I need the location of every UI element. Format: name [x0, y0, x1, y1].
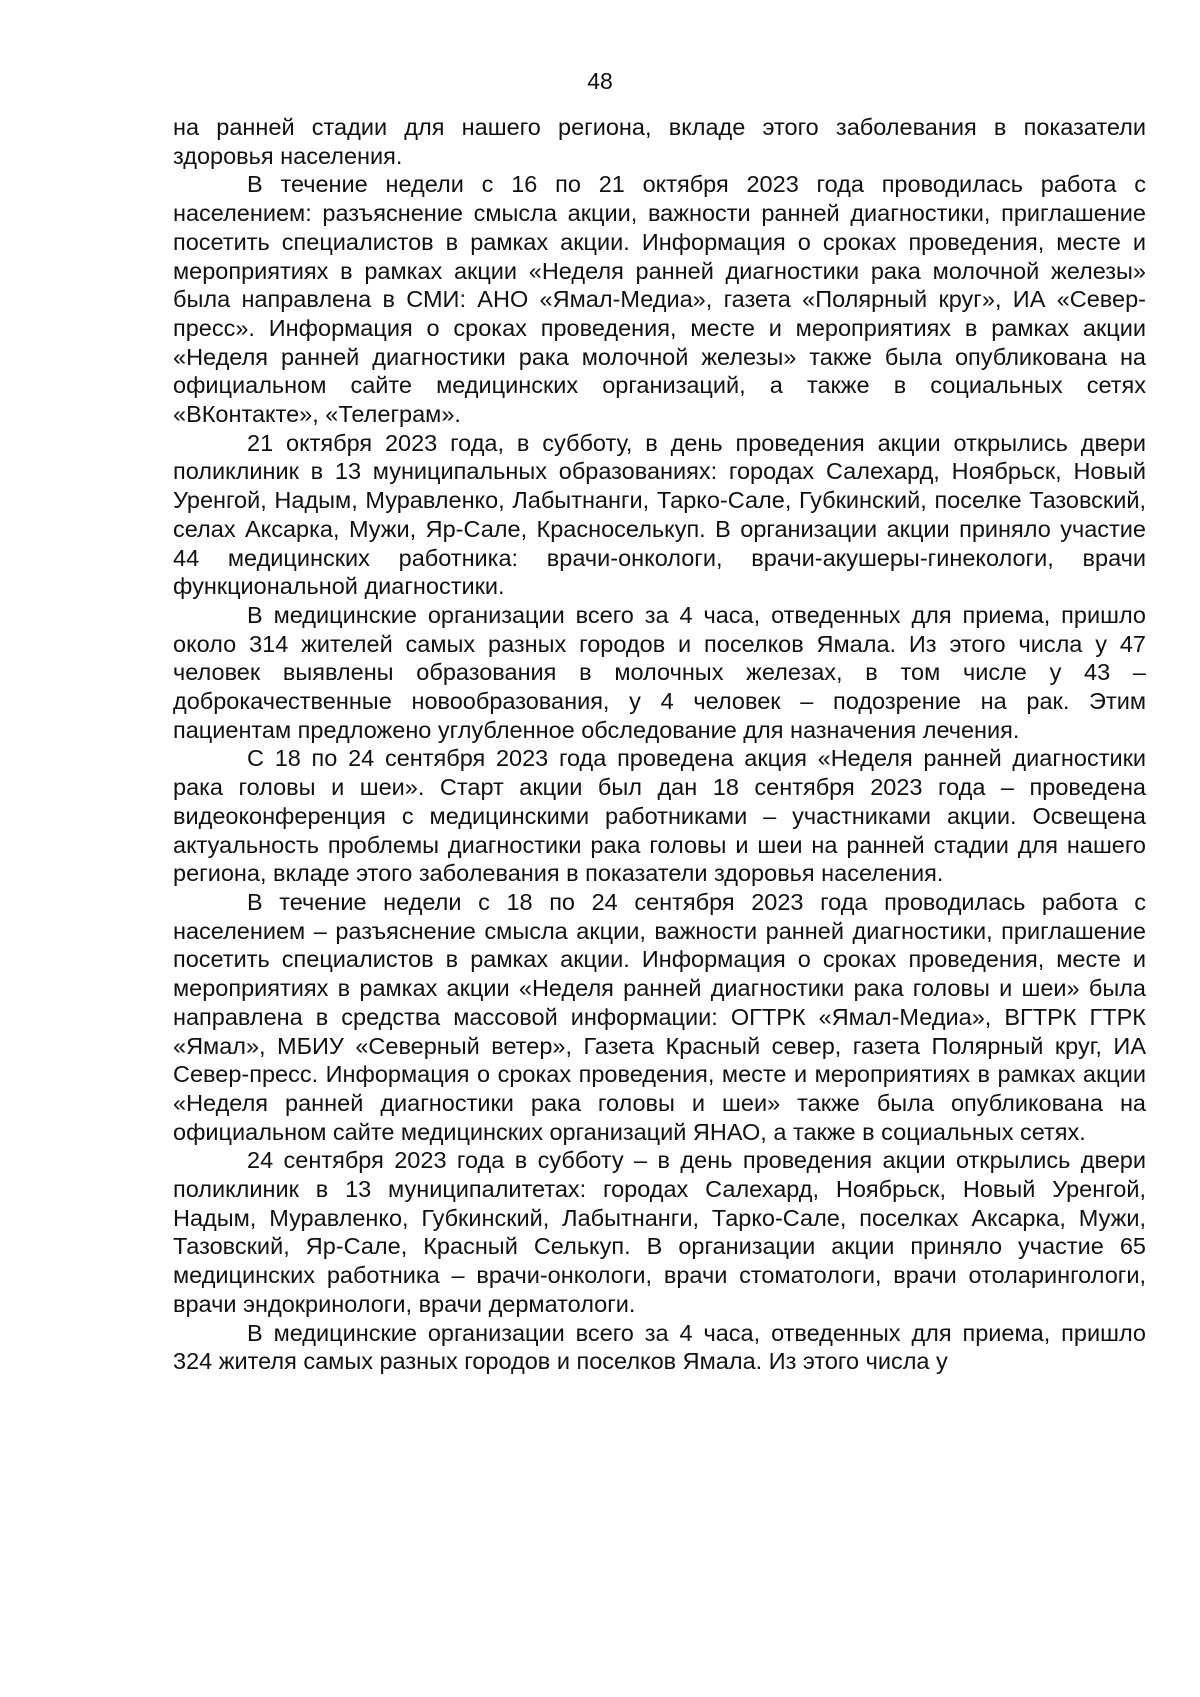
paragraph-continuation: на ранней стадии для нашего региона, вкладе этого заболевания в показатели здоровья населения. — [173, 114, 1146, 169]
paragraph-breast-cancer-results: В медицинские организации всего за 4 часа, отведенных для приема, пришло около 314 жителей самых разных городов и поселков Ямала. Из этого числа у 47 человек выявлены образования в молочных железах, в том числе у 43 – доброкачественные новообразования, у 4 человек – подозрение на рак. Этим пациентам предложено углубленное обследование для назначения лечения. — [173, 601, 1146, 743]
document-body — [173, 113, 1146, 1376]
paragraph-head-neck-cancer-week: С 18 по 24 сентября 2023 года проведена акция «Неделя ранней диагностики рака головы и шеи». Старт акции был дан 18 сентября 2023 года – проведена видеоконференция с медицинскими работниками – участниками акции. Освещена актуальность проблемы диагностики рака головы и шеи на ранней стадии для нашего региона, вкладе этого заболевания в показатели здоровья населения. — [173, 745, 1146, 887]
paragraph-breast-cancer-outreach: В течение недели с 16 по 21 октября 2023 года проводилась работа с населением: разъяснение смысла акции, важности ранней диагностики, приглашение посетить специалистов в рамках акции. Информация о сроках проведения, месте и мероприятиях в рамках акции «Неделя ранней диагностики рака молочной железы» была направлена в СМИ: АНО «Ямал-Медиа», газета «Полярный круг», ИА «Север-пресс». Информация о сроках проведения, месте и мероприятиях в рамках акции «Неделя ранней диагностики рака молочной железы» также была опубликована на официальном сайте медицинских организаций, а также в социальных сетях «ВКонтакте», «Телеграм». — [173, 171, 1146, 428]
paragraph-breast-cancer-event-day: 21 октября 2023 года, в субботу, в день проведения акции открылись двери поликлиник в 13 муниципальных образованиях: городах Салехард, Ноябрьск, Новый Уренгой, Надым, Муравленко, Лабытнанги, Тарко-Сале, Губкинский, поселке Тазовский, селах Аксарка, Мужи, Яр-Сале, Красноселькуп. В организации акции приняло участие 44 медицинских работника: врачи-онкологи, врачи-акушеры-гинекологи, врачи функциональной диагностики. — [173, 429, 1146, 600]
paragraph-head-neck-event-day: 24 сентября 2023 года в субботу – в день проведения акции открылись двери поликлиник в 13 муниципалитетах: городах Салехард, Ноябрьск, Новый Уренгой, Надым, Муравленко, Губкинский, Лабытнанги, Тарко-Сале, поселках Аксарка, Мужи, Тазовский, Яр-Сале, Красный Селькуп. В организации акции приняло участие 65 медицинских работника – врачи-онкологи, врачи стоматологи, врачи отоларингологи, врачи эндокринологи, врачи дерматологи. — [173, 1147, 1146, 1317]
page-number: 48 — [587, 68, 613, 94]
paragraph-head-neck-outreach: В течение недели с 18 по 24 сентября 2023 года проводилась работа с населением – разъяснение смысла акции, важности ранней диагностики, приглашение посетить специалистов в рамках акции. Информация о сроках проведения, месте и мероприятиях в рамках акции «Неделя ранней диагностики рака головы и шеи» была направлена в средства массовой информации: ОГТРК «Ямал-Медиа», ВГТРК ГТРК «Ямал», МБИУ «Северный ветер», Газета Красный север, газета Полярный круг, ИА Север-пресс. Информация о сроках проведения, месте и мероприятиях в рамках акции «Неделя ранней диагностики рака головы и шеи» также была опубликована на официальном сайте медицинских организаций ЯНАО, а также в социальных сетях. — [173, 888, 1146, 1145]
paragraph-head-neck-results: В медицинские организации всего за 4 часа, отведенных для приема, пришло 324 жителя самых разных городов и поселков Ямала. Из этого числа у — [173, 1319, 1146, 1375]
